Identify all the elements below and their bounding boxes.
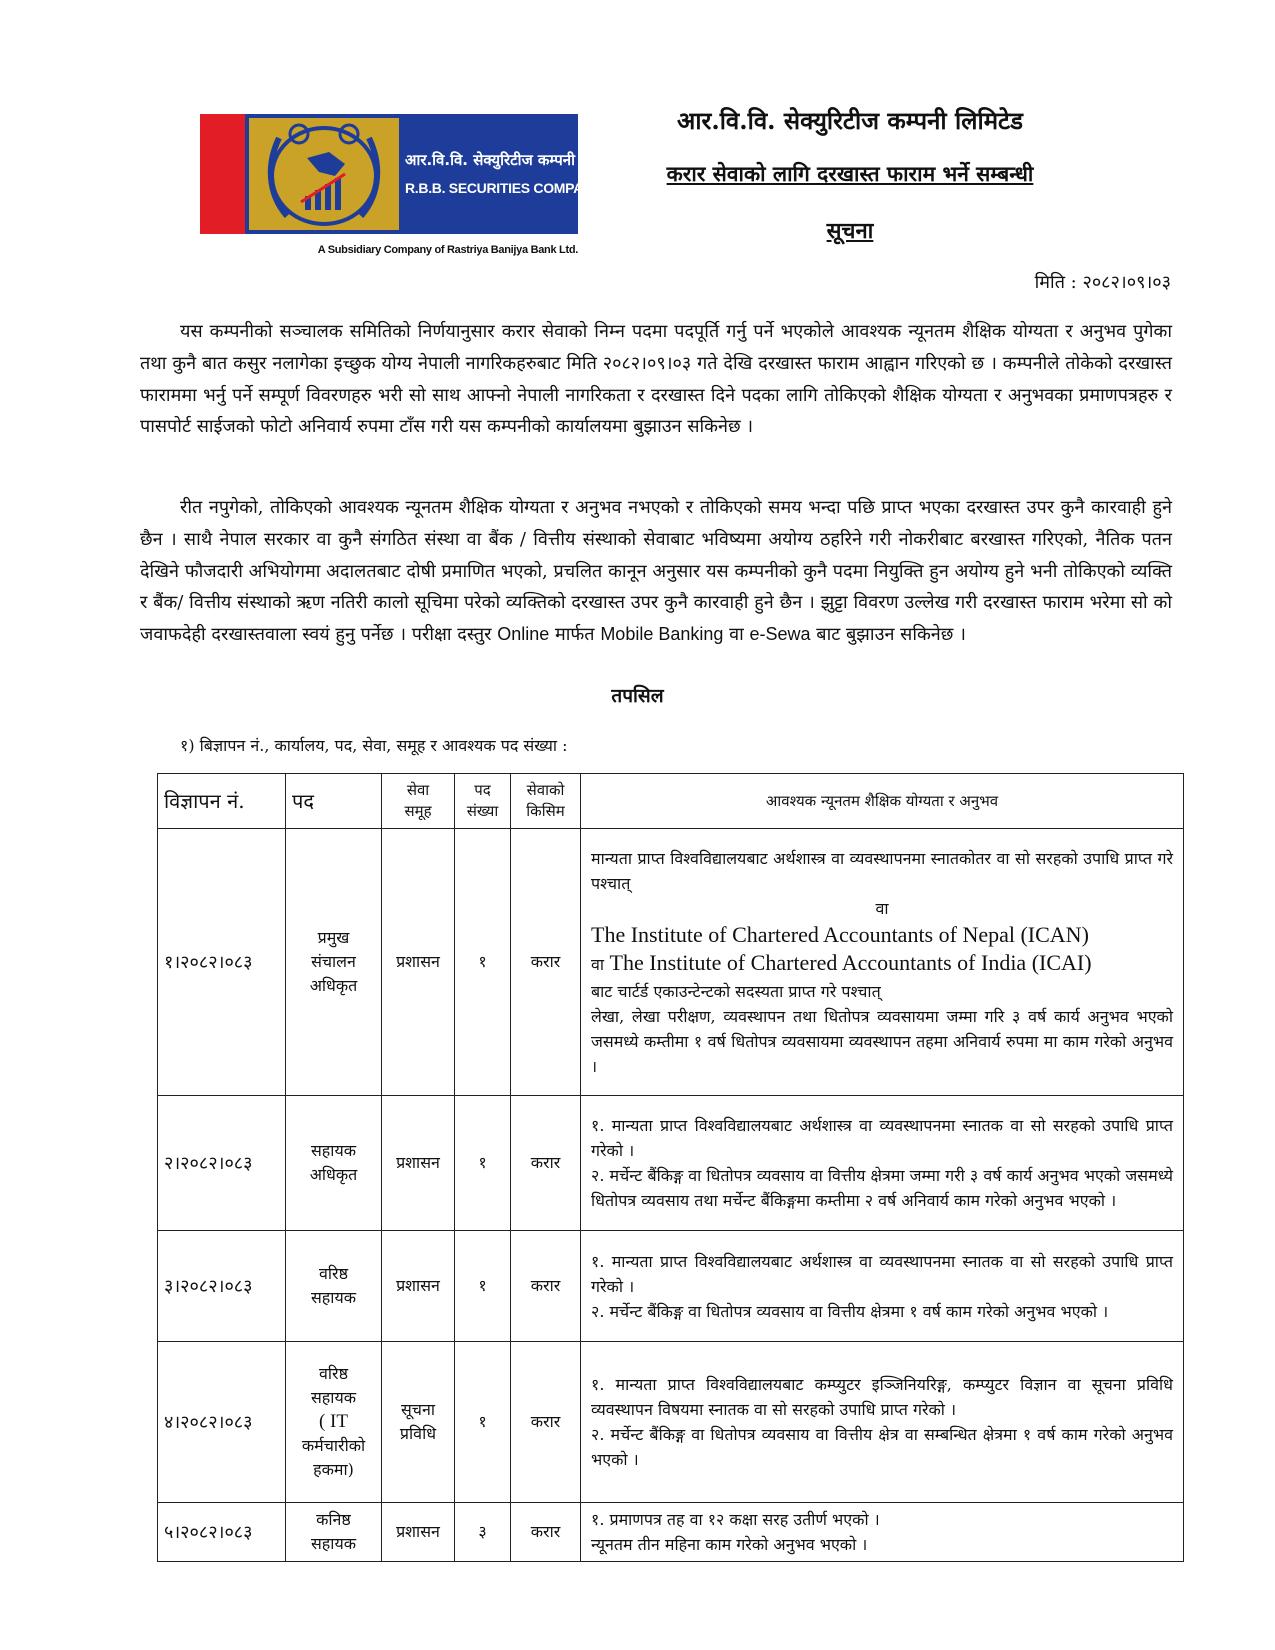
type-cell: करार xyxy=(511,829,581,1096)
count-cell: १ xyxy=(455,1096,511,1231)
requirement-line: १. मान्यता प्राप्त विश्वविद्यालयबाट अर्थशास्त्र वा व्यवस्थापनमा स्नातक वा सो सरहको उपाधि प्राप्त गरेको । xyxy=(591,1251,1173,1296)
requirements-cell xyxy=(581,1231,1184,1342)
group-cell: प्रशासन xyxy=(382,1231,455,1342)
type-cell: करार xyxy=(511,1231,581,1342)
group-cell: प्रशासन xyxy=(382,1096,455,1231)
adv-no-cell: २।२०८२।०८३ xyxy=(158,1096,286,1231)
table-row xyxy=(158,1096,1184,1231)
requirement-line: लेखा, लेखा परीक्षण, व्यवस्थापन तथा धितोपत्र व्यवसायमा जम्मा गरि ३ वर्ष कार्य अनुभव भएको जसमध्ये कम्तीमा १ वर्ष धितोपत्र व्यवसायमा व्यवस्थापन तहमा अनिवार्य रुपमा मा काम गरेको अनुभव । xyxy=(591,1006,1173,1076)
requirement-ican: The Institute of Chartered Accountants of Nepal (ICAN) xyxy=(591,921,1089,947)
logo-band xyxy=(200,114,635,234)
group-cell: सूचना प्रविधि xyxy=(382,1342,455,1503)
notice-label: सूचना xyxy=(826,218,874,244)
notice-paragraph-2 xyxy=(140,492,1172,651)
logo-tagline: A Subsidiary Company of Rastriya Banijya Bank Ltd. xyxy=(317,244,578,256)
header-post-count: पद संख्या xyxy=(455,774,511,829)
requirements-cell xyxy=(581,829,1184,1096)
group-cell: प्रशासन xyxy=(382,829,455,1096)
type-cell: करार xyxy=(511,1342,581,1503)
paragraph-2-text-b: मार्फत xyxy=(555,624,595,646)
paragraph-2-text-a: रीत नपुगेको, तोकिएको आवश्यक न्यूनतम शैक्षिक योग्यता र अनुभव नभएको र तोकिएको समय भन्दा पछि प्राप्त भएका दरखास्त उपर कुनै कारवाही हुने छैन । साथै नेपाल सरकार वा कुनै संगठित संस्था वा बैंक / वित्तीय संस्थाको सेवाबाट भविष्यमा अयोग्य ठहरिने गरी नोकरीबाट बरखास्त गरिएको, नैतिक पतन देखिने फौजदारी अभियोगमा अदालतबाट दोषी प्रमाणित भएको, प्रचलित कानून अनुसार यस कम्पनीको कुनै पदमा नियुक्ति हुन अयोग्य हुने भनी तोकिएको व्यक्ति र बैंक/ वित्तीय संस्थाको ऋण नतिरी कालो सूचिमा परेको व्यक्तिको दरखास्त उपर कुनै कारवाही हुने छैन । झुट्टा विवरण उल्लेख गरी दरखास्त फाराम भरेमा सो को जवाफदेही दरखास्तवाला स्वयं हुनु पर्नेछ । परीक्षा दस्तुर xyxy=(140,497,1172,646)
online-text: Online xyxy=(497,624,550,645)
notice-subject: करार सेवाको लागि दरखास्त फाराम भर्ने सम्बन्धी xyxy=(666,161,1034,186)
section-title: तपसिल xyxy=(611,685,664,707)
requirement-icai-line: वा The Institute of Chartered Accountants of India (ICAI) xyxy=(591,949,1092,975)
requirement-or: वा xyxy=(875,898,889,918)
requirements-cell xyxy=(581,1096,1184,1231)
list-intro: १) बिज्ञापन नं., कार्यालय, पद, सेवा, समूह र आवश्यक पद संख्या : xyxy=(180,736,568,755)
logo-name-english: R.B.B. SECURITIES COMPANY LTD. xyxy=(405,180,635,196)
header-requirements: आवश्यक न्यूनतम शैक्षिक योग्यता र अनुभव xyxy=(581,774,1184,829)
requirement-line: २. मर्चेन्ट बैंकिङ्ग वा धितोपत्र व्यवसाय वा वित्तीय क्षेत्र वा सम्बन्धित क्षेत्रमा १ वर्ष काम गरेको अनुभव भएको । xyxy=(591,1425,1173,1469)
fish-emblem-icon xyxy=(249,118,399,230)
table-row xyxy=(158,1503,1184,1562)
requirement-line: २. मर्चेन्ट बैंकिङ्ग वा धितोपत्र व्यवसाय वा वित्तीय क्षेत्रमा जम्मा गरी ३ वर्ष कार्य अनुभव भएको जसमध्ये धितोपत्र व्यवसाय तथा मर्चेन्ट बैंकिङ्गमा कम्तीमा २ वर्ष अनिवार्य काम गरेको अनुभव भएको । xyxy=(591,1166,1173,1210)
post-cell: वरिष्ठ सहायक ( IT कर्मचारीको हकमा) xyxy=(286,1342,382,1503)
count-cell: १ xyxy=(455,1342,511,1503)
requirement-line: न्यूनतम तीन महिना काम गरेको अनुभव भएको । xyxy=(591,1535,868,1554)
mobile-banking-text: Mobile Banking xyxy=(600,624,724,645)
post-cell: कनिष्ठ सहायक xyxy=(286,1503,382,1562)
notice-paragraph-1: यस कम्पनीको सञ्चालक समितिको निर्णयानुसार करार सेवाको निम्न पदमा पदपूर्ति गर्नु पर्ने भएकोले आवश्यक न्यूनतम शैक्षिक योग्यता र अनुभव पुगेका तथा कुनै बात कसुर नलागेका इच्छुक योग्य नेपाली नागरिकहरुबाट मिति २०८२।०९।०३ गते देखि दरखास्त फाराम आह्वान गरिएको छ । कम्पनीले तोकेको दरखास्त फाराममा भर्नु पर्ने सम्पूर्ण विवरणहरु भरी सो साथ आफ्नो नेपाली नागरिकता र दरखास्त दिने पदका लागि तोकिएको शैक्षिक योग्यता र अनुभवका प्रमाणपत्रहरु र पासपोर्ट साईजको फोटो अनिवार्य रुपमा टाँस गरी यस कम्पनीको कार्यालयमा बुझाउन सकिनेछ । xyxy=(140,321,1172,438)
logo-red-stripe xyxy=(200,114,245,234)
header-adv-no: विज्ञापन नं. xyxy=(158,774,286,829)
table-header-row xyxy=(158,774,1184,829)
requirement-line: २. मर्चेन्ट बैंकिङ्ग वा धितोपत्र व्यवसाय वा वित्तीय क्षेत्रमा १ वर्ष काम गरेको अनुभव भएको । xyxy=(591,1301,1109,1321)
requirement-line: १. प्रमाणपत्र तह वा १२ कक्षा सरह उतीर्ण भएको । xyxy=(591,1510,880,1529)
count-cell: ३ xyxy=(455,1503,511,1562)
company-name: आर.वि.वि. सेक्युरिटीज कम्पनी लिमिटेड xyxy=(677,106,1023,135)
adv-no-cell: ५।२०८२।०८३ xyxy=(158,1503,286,1562)
requirement-line: बाट चार्टर्ड एकाउन्टेन्टको सदस्यता प्राप्त गरे पश्चात् xyxy=(591,981,881,1001)
requirement-line: १. मान्यता प्राप्त विश्वविद्यालयबाट अर्थशास्त्र वा व्यवस्थापनमा स्नातक वा सो सरहको उपाधि प्राप्त गरेको । xyxy=(591,1116,1173,1160)
type-cell: करार xyxy=(511,1096,581,1231)
header-service-type: सेवाको किसिम xyxy=(511,774,581,829)
table-row xyxy=(158,829,1184,1096)
company-logo xyxy=(200,114,635,264)
post-cell: वरिष्ठ सहायक xyxy=(286,1231,382,1342)
logo-blue-panel xyxy=(245,114,635,234)
header-post: पद xyxy=(286,774,382,829)
logo-name-nepali: आर.वि.वि. सेक्युरिटीज कम्पनी लि. xyxy=(405,151,600,169)
requirement-line: १. मान्यता प्राप्त विश्वविद्यालयबाट कम्प्युटर इञ्जिनियरिङ्ग, कम्प्युटर विज्ञान वा सूचना प्रविधि व्यवस्थापन विषयमा स्नातक वा सो सरहको उपाधि प्राप्त गरेको । xyxy=(591,1375,1173,1419)
header-service-group: सेवा समूह xyxy=(382,774,455,829)
requirement-line: मान्यता प्राप्त विश्वविद्यालयबाट अर्थशास्त्र वा व्यवस्थापनमा स्नातकोतर वा सो सरहको उपाधि प्राप्त गरे पश्चात् xyxy=(591,848,1173,893)
post-cell: सहायक अधिकृत xyxy=(286,1096,382,1231)
requirements-cell xyxy=(581,1503,1184,1562)
adv-no-cell: १।२०८२।०८३ xyxy=(158,829,286,1096)
group-cell: प्रशासन xyxy=(382,1503,455,1562)
adv-no-cell: ३।२०८२।०८३ xyxy=(158,1231,286,1342)
adv-no-cell: ४।२०८२।०८३ xyxy=(158,1342,286,1503)
count-cell: १ xyxy=(455,829,511,1096)
requirements-cell xyxy=(581,1342,1184,1503)
paragraph-2-text-c: वा xyxy=(729,624,744,646)
type-cell: करार xyxy=(511,1503,581,1562)
esewa-text: e-Sewa xyxy=(749,624,811,645)
notice-date: मिति : २०८२।०९।०३ xyxy=(1034,272,1171,293)
count-cell: १ xyxy=(455,1231,511,1342)
post-cell: प्रमुख संचालन अधिकृत xyxy=(286,829,382,1096)
table-row xyxy=(158,1231,1184,1342)
table-row xyxy=(158,1342,1184,1503)
vacancy-table xyxy=(157,773,1184,1562)
paragraph-2-text-d: बाट बुझाउन सकिनेछ । xyxy=(816,624,966,646)
